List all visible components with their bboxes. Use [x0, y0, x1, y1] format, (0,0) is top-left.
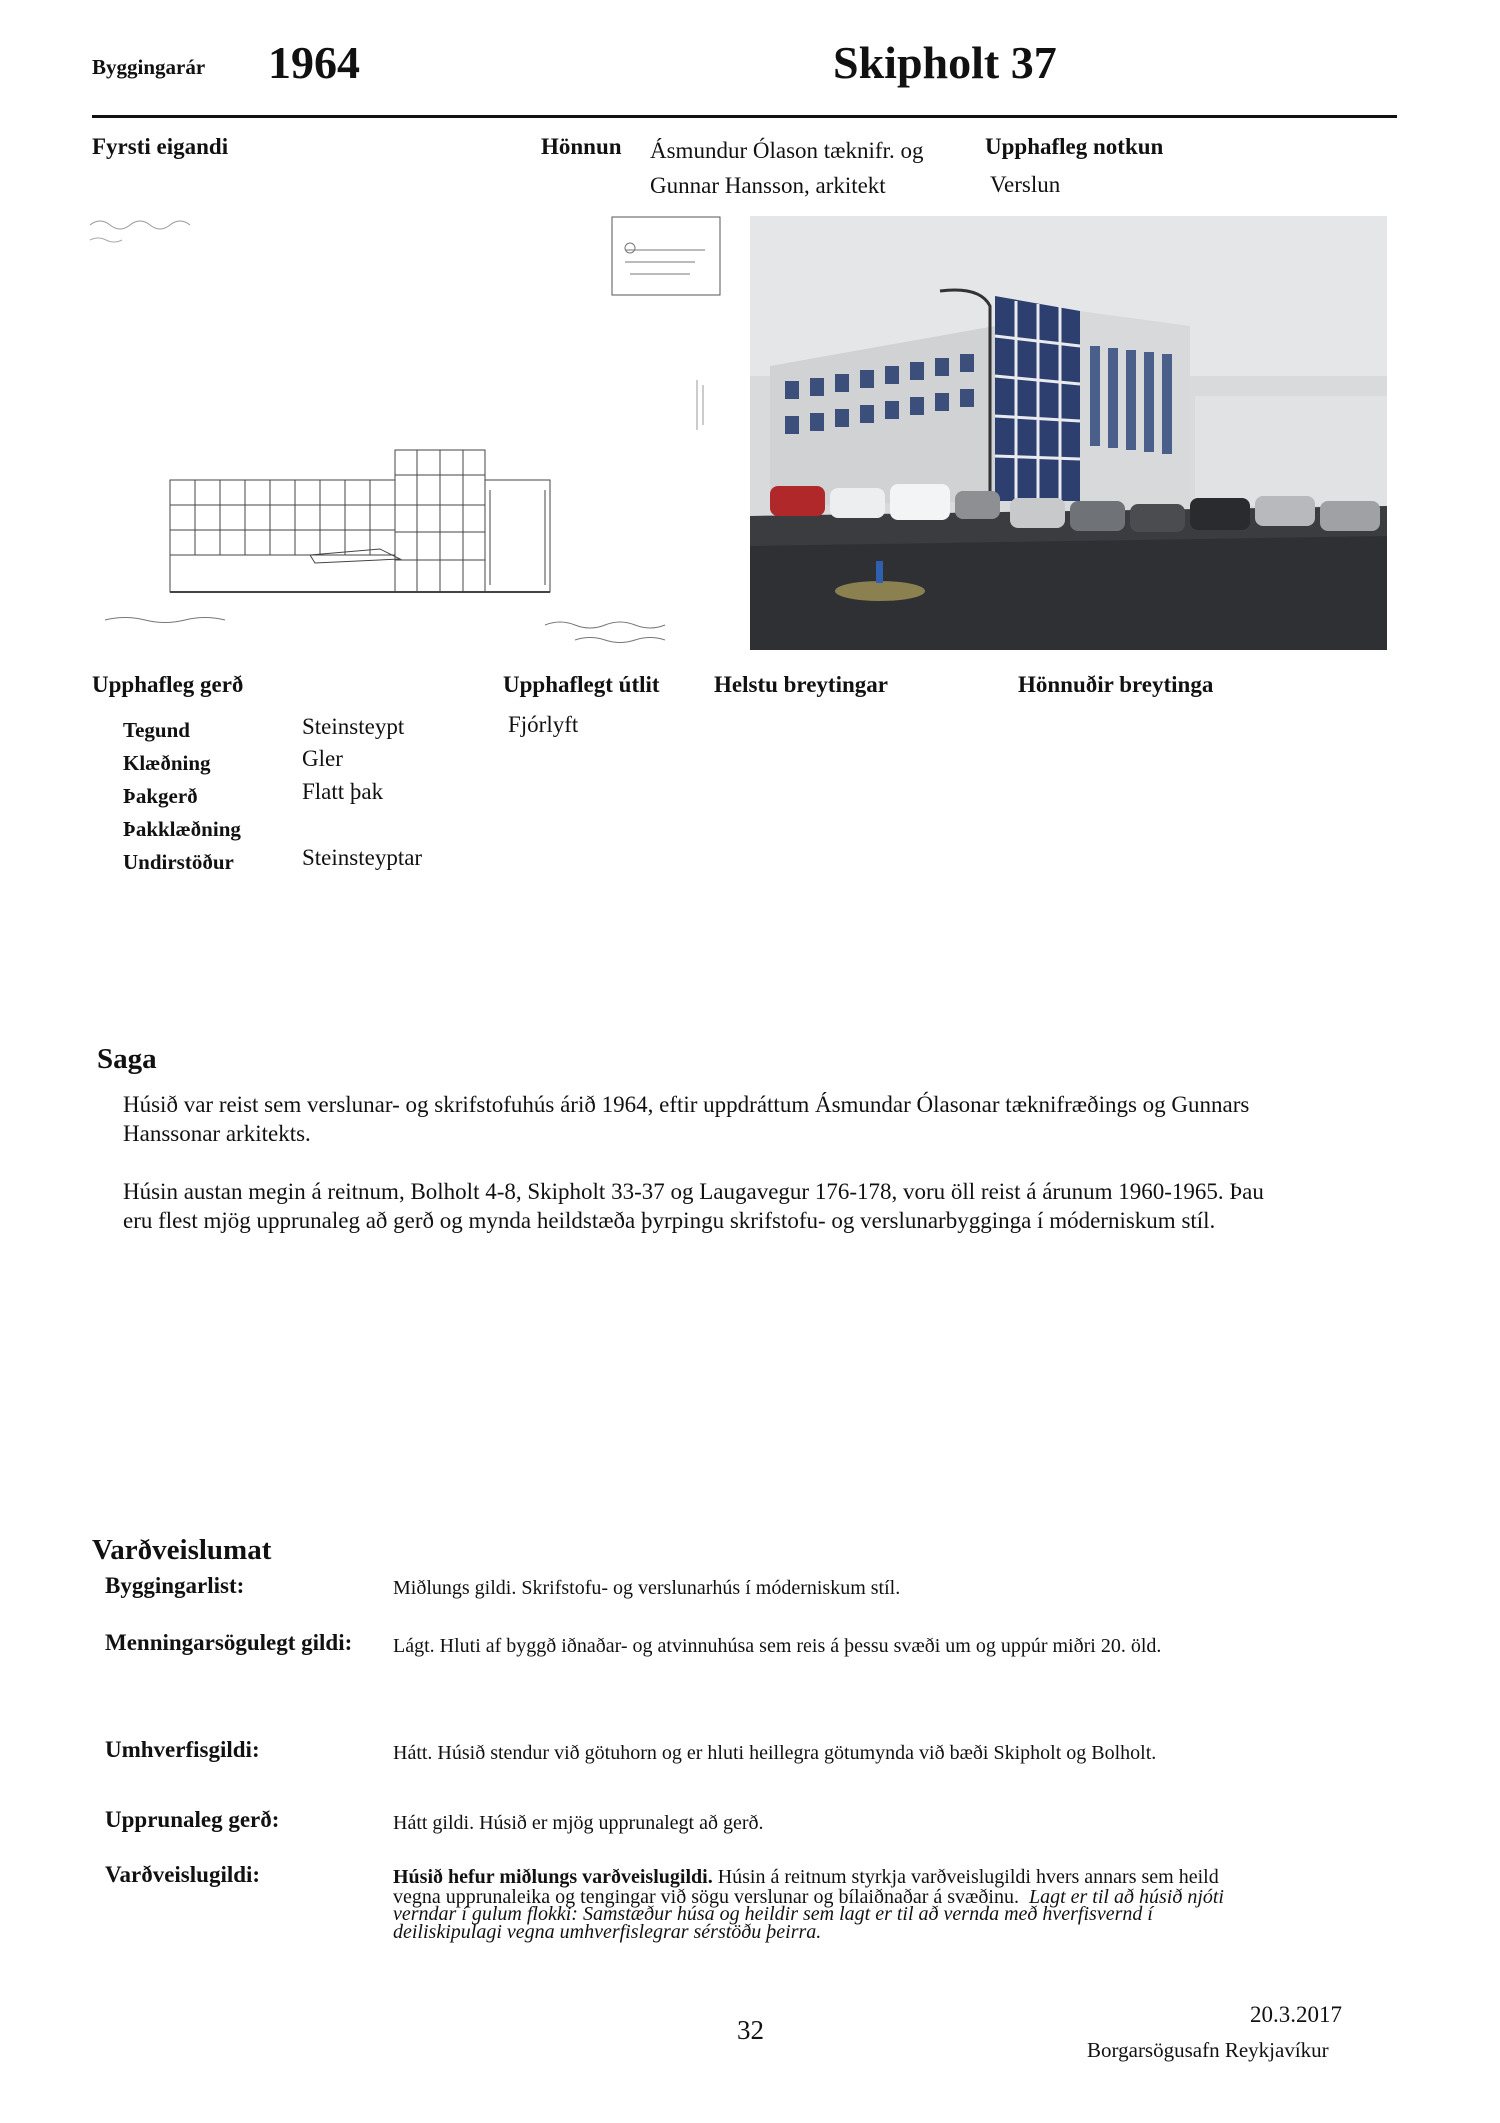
- preservation-value: [393, 1866, 1393, 1944]
- saga-spacer: [123, 1148, 1393, 1177]
- form-row-value: Steinsteypt: [302, 714, 405, 739]
- assessment-label: Upprunaleg gerð:: [105, 1807, 280, 1832]
- year-label: Byggingarár: [92, 55, 206, 79]
- page-title: Skipholt 37: [833, 37, 1057, 88]
- preservation-rest: Húsin á reitnum styrkja varðveislugildi hvers annars sem heild: [712, 1866, 1219, 1888]
- assessment-label: Byggingarlist:: [105, 1573, 245, 1598]
- assessment-value: Hátt gildi. Húsið er mjög upprunalegt að gerð.: [393, 1812, 764, 1834]
- header-divider: [92, 115, 1397, 118]
- form-row-label: Þakgerð: [123, 784, 198, 808]
- assessment-heading: Varðveislumat: [92, 1534, 272, 1566]
- form-row-value: Gler: [302, 746, 343, 771]
- assessment-value: Hátt. Húsið stendur við götuhorn og er hluti heillegra götumynda við bæði Skipholt og Bolholt.: [393, 1742, 1157, 1764]
- change-designers-heading: Hönnuðir breytinga: [1018, 672, 1214, 697]
- original-look-value: Fjórlyft: [508, 712, 579, 737]
- preservation-italic-2: Lagt er til að húsið njóti: [1028, 1886, 1224, 1908]
- designer-line-2: Gunnar Hansson, arkitekt: [650, 173, 886, 198]
- form-row-value: Steinsteyptar: [302, 845, 423, 870]
- use-value: Verslun: [990, 172, 1061, 197]
- form-row-label: Undirstöður: [123, 850, 234, 874]
- saga-p1-line1: Húsið var reist sem verslunar- og skrifstofuhús árið 1964, eftir uppdráttum Ásmundar Ólasonar tæknifræðings og Gunnars: [123, 1092, 1250, 1117]
- design-label: Hönnun: [541, 134, 622, 159]
- main-changes-heading: Helstu breytingar: [714, 672, 888, 697]
- original-form-heading: Upphafleg gerð: [92, 672, 244, 697]
- footer-publisher: Borgarsögusafn Reykjavíkur: [1087, 2038, 1329, 2062]
- designer-line-1: Ásmundur Ólason tæknifr. og: [650, 138, 924, 163]
- original-look-heading: Upphaflegt útlit: [503, 672, 660, 697]
- form-row-label: Tegund: [123, 718, 190, 742]
- elevation-drawing: [85, 210, 735, 650]
- saga-text: [123, 1090, 1393, 1235]
- form-row-value: Flatt þak: [302, 779, 384, 804]
- owner-label: Fyrsti eigandi: [92, 134, 229, 159]
- assessment-value: Miðlungs gildi. Skrifstofu- og verslunarhús í móderniskum stíl.: [393, 1577, 901, 1599]
- assessment-label: Menningarsögulegt gildi:: [105, 1630, 353, 1655]
- assessment-value: Lágt. Hluti af byggð iðnaðar- og atvinnuhúsa sem reis á þessu svæði um og uppúr miðri 20. öld.: [393, 1635, 1162, 1657]
- form-row-label: Klæðning: [123, 751, 211, 775]
- form-row-label: Þakklæðning: [123, 817, 241, 841]
- saga-p2-line1: Húsin austan megin á reitnum, Bolholt 4-8, Skipholt 33-37 og Laugavegur 176-178, voru öll reist á árunum 1960-1965. Þau: [123, 1179, 1264, 1204]
- preservation-line-3: verndar í gulum flokki: Samstæður húsa og heildir sem lagt er til að vernda með hverfisvernd í: [393, 1903, 1153, 1925]
- year-value: 1964: [268, 37, 360, 88]
- saga-heading: Saga: [97, 1043, 157, 1075]
- saga-p1-line2: Hanssonar arkitekts.: [123, 1121, 311, 1146]
- preservation-line-2-text: vegna upprunaleika og tengingar við sögu verslunar og bílaiðnaðar á svæðinu.: [393, 1886, 1019, 1908]
- preservation-line-4: deiliskipulagi vegna umhverfislegrar sérstöðu þeirra.: [393, 1921, 822, 1943]
- preservation-bold: Húsið hefur miðlungs varðveislugildi.: [393, 1866, 713, 1888]
- building-photo: [750, 216, 1387, 650]
- page-number: 32: [737, 2015, 764, 2045]
- assessment-label: Umhverfisgildi:: [105, 1737, 260, 1762]
- footer-date: 20.3.2017: [1250, 2002, 1342, 2027]
- assessment-label: Varðveislugildi:: [105, 1862, 261, 1887]
- saga-p2-line2: eru flest mjög upprunaleg að gerð og mynda heildstæða þyrpingu skrifstofu- og verslunarbygginga í móderniskum stíl.: [123, 1208, 1216, 1233]
- use-label: Upphafleg notkun: [985, 134, 1164, 159]
